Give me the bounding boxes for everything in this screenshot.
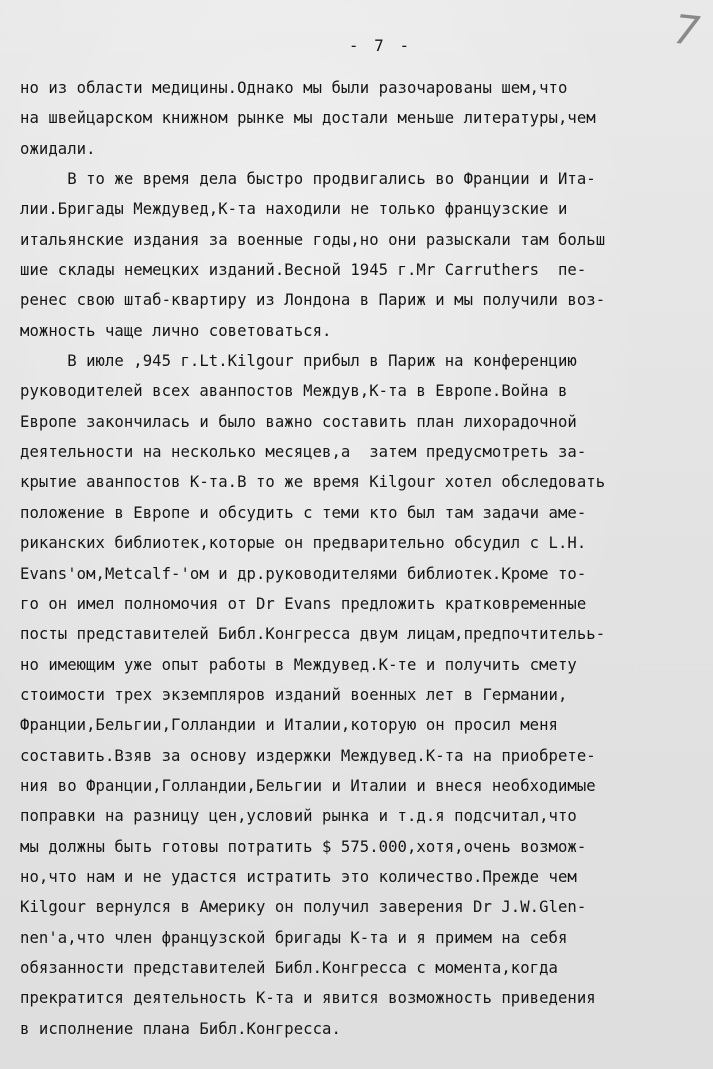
text-line: поправки на разницу цен,условий рынка и т.д.я подсчитал,что bbox=[20, 807, 577, 826]
text-line: мы должны быть готовы потратить $ 575.000,хотя,очень возмож- bbox=[20, 837, 587, 856]
page-number: - 7 - bbox=[348, 36, 413, 55]
text-line: nen'а,что член французской бригады К-та и я примем на себя bbox=[20, 928, 568, 947]
text-line: риканских библиотек,которые он предварительно обсудил с L.H. bbox=[20, 534, 587, 553]
text-line: составить.Взяв за основу издержки Междувед.К-та на приобрете- bbox=[20, 746, 596, 765]
text-line: обязанности представителей Библ.Конгресса с момента,когда bbox=[20, 958, 558, 977]
text-line: Kilgour вернулся в Америку он получил заверения Dr J.W.Glen- bbox=[20, 898, 587, 917]
text-line: Европе закончилась и было важно составить план лихорадочной bbox=[20, 412, 577, 431]
text-line: на швейцарском книжном рынке мы достали меньше литературы,чем bbox=[20, 109, 596, 128]
text-line: посты представителей Библ.Конгресса двум лицам,предпочтительь- bbox=[20, 625, 606, 644]
text-line: итальянские издания за военные годы,но они разыскали там больш bbox=[20, 230, 606, 249]
text-line: лии.Бригады Междувед,К-та находили не только французские и bbox=[20, 200, 568, 219]
text-line: деятельности на несколько месяцев,а затем предусмотреть за- bbox=[20, 443, 587, 462]
text-line: но,что нам и не удастся истратить это количество.Прежде чем bbox=[20, 867, 577, 886]
text-line: крытие аванпостов К-та.В то же время Kilgour хотел обследовать bbox=[20, 473, 606, 492]
text-line: ренес свою штаб-квартиру из Лондона в Париж и мы получили воз- bbox=[20, 291, 606, 310]
text-line: но имеющим уже опыт работы в Междувед.К-те и получить смету bbox=[20, 655, 577, 674]
text-line: ожидали. bbox=[20, 139, 96, 158]
text-line: стоимости трех экземпляров изданий военных лет в Германии, bbox=[20, 685, 568, 704]
text-line: руководителей всех аванпостов Междув,К-та в Европе.Война в bbox=[20, 382, 568, 401]
text-line: шие склады немецких изданий.Весной 1945 г.Mr Carruthers пе- bbox=[20, 261, 587, 280]
document-body bbox=[20, 73, 713, 1044]
text-line: ния во Франции,Голландии,Бельгии и Италии и внеся необходимые bbox=[20, 776, 596, 795]
text-line: В июле ,945 г.Lt.Kilgour прибыл в Париж на конференцию bbox=[20, 352, 577, 371]
text-line: Evans'ом,Metcalf-'ом и др.руководителями библиотек.Кроме то- bbox=[20, 564, 587, 583]
text-line: прекратится деятельность К-та и явится возможность приведения bbox=[20, 989, 596, 1008]
text-line: В то же время дела быстро продвигались во Франции и Ита- bbox=[20, 170, 596, 189]
text-line: можность чаще лично советоваться. bbox=[20, 321, 332, 340]
text-line: в исполнение плана Библ.Конгресса. bbox=[20, 1019, 341, 1038]
text-line: го он имел полномочия от Dr Evans предложить кратковременные bbox=[20, 594, 587, 613]
text-line: Франции,Бельгии,Голландии и Италии,которую он просил меня bbox=[20, 716, 558, 735]
handwritten-page-mark: 7 bbox=[671, 6, 702, 56]
text-line: положение в Европе и обсудить с теми кто был там задачи аме- bbox=[20, 503, 587, 522]
text-line: но из области медицины.Однако мы были разочарованы шем,что bbox=[20, 79, 568, 97]
